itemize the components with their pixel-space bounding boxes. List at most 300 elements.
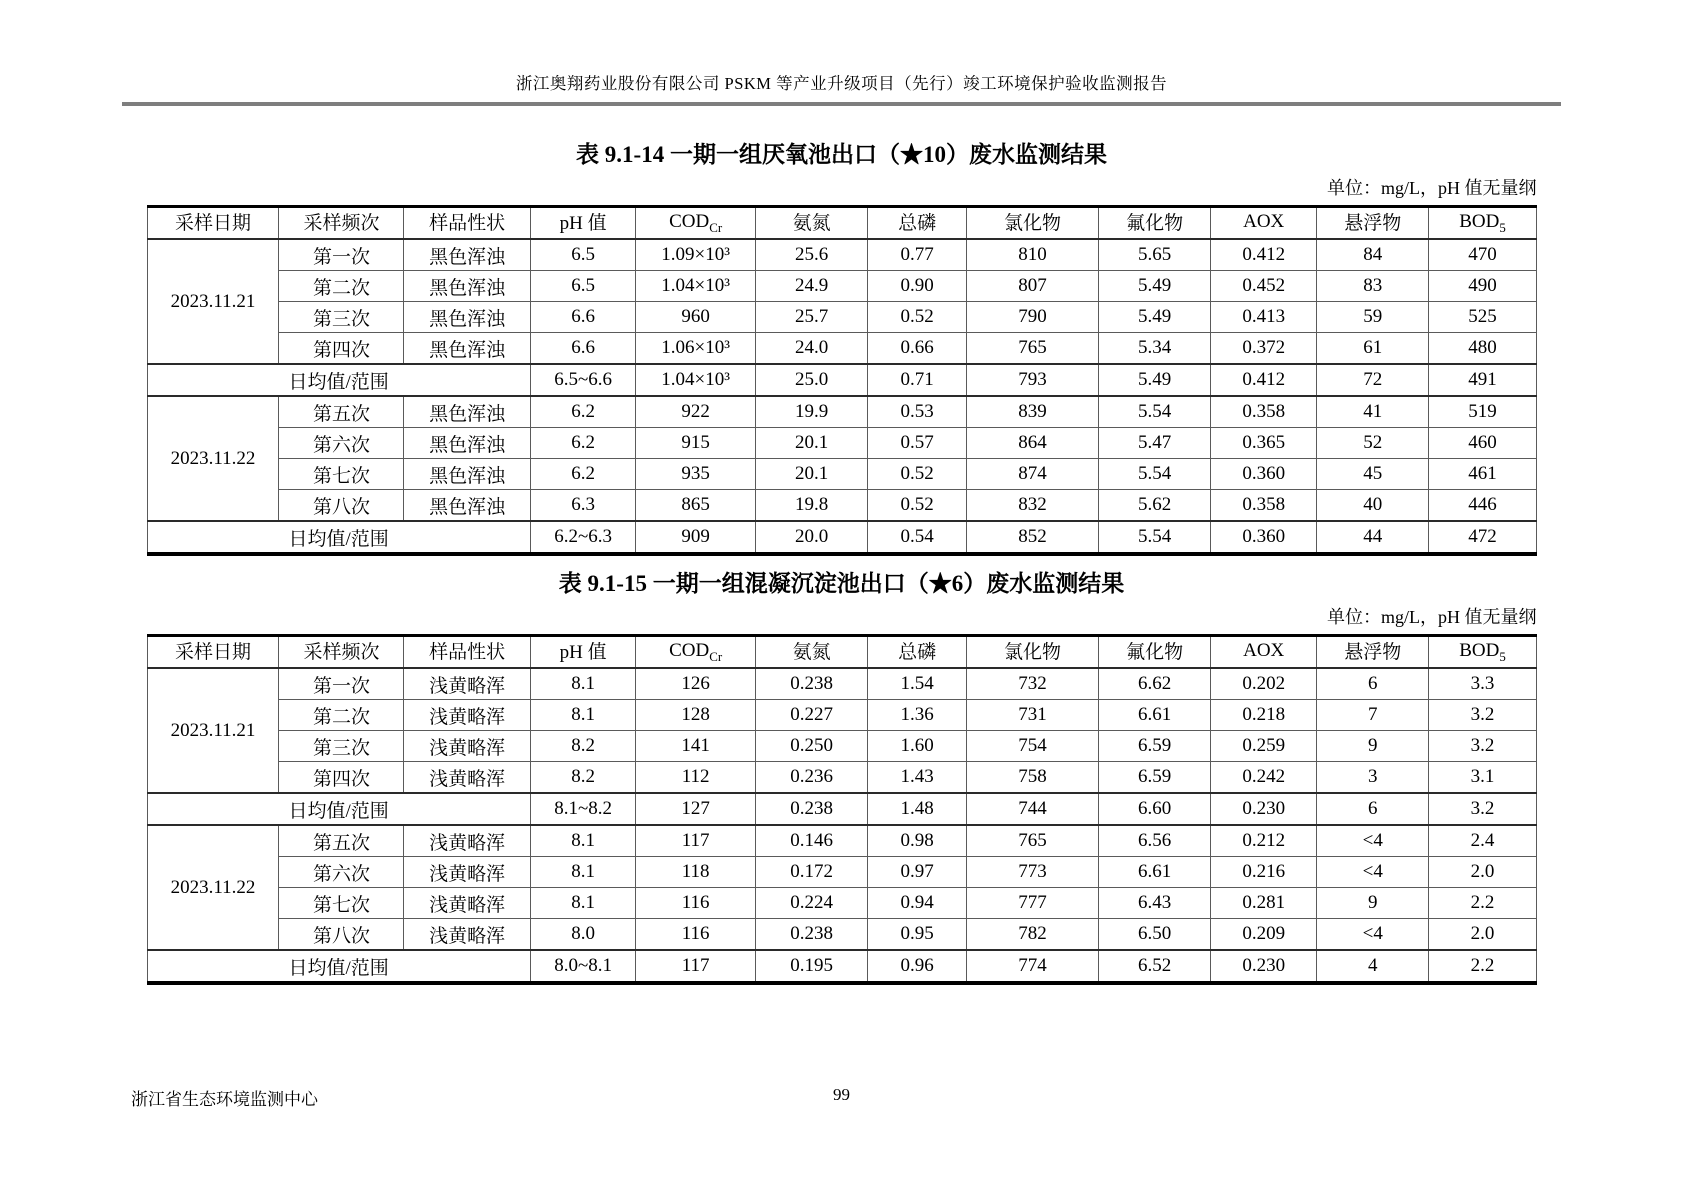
table-cell: 807 — [966, 271, 1098, 302]
table-cell: 黑色浑浊 — [404, 490, 530, 522]
table-cell: 5.54 — [1098, 459, 1211, 490]
table-cell: 810 — [966, 239, 1098, 271]
table-cell: 日均值/范围 — [147, 364, 530, 396]
table-cell: 1.36 — [868, 700, 967, 731]
table-cell: 第二次 — [279, 271, 404, 302]
table-cell: 24.9 — [755, 271, 868, 302]
column-header-cod — [636, 207, 755, 240]
table-cell: 0.146 — [755, 825, 868, 857]
table-cell: 59 — [1316, 302, 1429, 333]
table-cell: 519 — [1429, 396, 1536, 428]
table-cell: 20.0 — [755, 521, 868, 554]
table-cell: 0.52 — [868, 459, 967, 490]
table-cell: 8.1 — [530, 825, 636, 857]
table-cell: 2023.11.21 — [147, 239, 279, 364]
table-cell: 5.49 — [1098, 271, 1211, 302]
table-cell: 5.47 — [1098, 428, 1211, 459]
table-cell: 126 — [636, 668, 755, 700]
table-cell: 3.1 — [1429, 762, 1536, 794]
page-number: 99 — [833, 1085, 850, 1104]
sample-row — [147, 333, 1536, 365]
table-1-title: 表 9.1-14 一期一组厌氧池出口（★10）废水监测结果 — [576, 142, 1107, 167]
sample-row — [147, 700, 1536, 731]
table-cell: 0.71 — [868, 364, 967, 396]
table-cell: 浅黄略浑 — [404, 668, 530, 700]
table-cell: 6.52 — [1098, 950, 1211, 983]
table-cell: 第一次 — [279, 239, 404, 271]
header-row — [147, 207, 1536, 240]
table-cell: 6.2 — [530, 396, 636, 428]
table-cell: 0.52 — [868, 302, 967, 333]
table-cell: 0.238 — [755, 919, 868, 951]
table-cell: 8.2 — [530, 731, 636, 762]
table-cell: 460 — [1429, 428, 1536, 459]
footer-organization: 浙江省生态环境监测中心 — [131, 1090, 318, 1109]
table-cell: 日均值/范围 — [147, 793, 530, 825]
table-cell: 774 — [966, 950, 1098, 983]
table-cell: 777 — [966, 888, 1098, 919]
table-cell: 黑色浑浊 — [404, 459, 530, 490]
table-cell: 0.250 — [755, 731, 868, 762]
table-cell: 日均值/范围 — [147, 521, 530, 554]
column-header-sample-appearance — [404, 207, 530, 240]
table-cell: 6.3 — [530, 490, 636, 522]
table-cell: 9 — [1316, 731, 1429, 762]
table-cell: 4 — [1316, 950, 1429, 983]
table-cell: 915 — [636, 428, 755, 459]
table-cell: 0.96 — [868, 950, 967, 983]
table-cell: 754 — [966, 731, 1098, 762]
table-cell: <4 — [1316, 857, 1429, 888]
column-label: 氨氮 — [792, 213, 831, 235]
sample-row — [147, 302, 1536, 333]
column-label: 总磷 — [898, 642, 937, 664]
column-label: 悬浮物 — [1344, 213, 1402, 235]
column-label: COD — [669, 210, 710, 232]
table-cell: 472 — [1429, 521, 1536, 554]
table-cell: 773 — [966, 857, 1098, 888]
document-header — [122, 0, 1561, 106]
table-cell: 491 — [1429, 364, 1536, 396]
table-cell: 8.1 — [530, 857, 636, 888]
document-header-text: 浙江奥翔药业股份有限公司 PSKM 等产业升级项目（先行）竣工环境保护验收监测报告 — [515, 74, 1168, 93]
table-2-unit-note: 单位：mg/L，pH 值无量纲 — [1327, 607, 1537, 627]
column-label: 采样日期 — [174, 642, 251, 664]
column-label: 氟化物 — [1126, 642, 1184, 664]
table-cell: 黑色浑浊 — [404, 239, 530, 271]
table-cell: 0.412 — [1211, 364, 1317, 396]
table-cell: 116 — [636, 919, 755, 951]
table-cell: 7 — [1316, 700, 1429, 731]
table-cell: 19.8 — [755, 490, 868, 522]
table-cell: 8.0~8.1 — [530, 950, 636, 983]
table-cell: 1.43 — [868, 762, 967, 794]
column-header-sampling-date — [147, 636, 279, 669]
column-header-sampling-date — [147, 207, 279, 240]
table-cell: 3.3 — [1429, 668, 1536, 700]
table-cell: 第三次 — [279, 302, 404, 333]
table-cell: 2023.11.22 — [147, 825, 279, 950]
column-label: 氯化物 — [1003, 642, 1061, 664]
table-cell: 3.2 — [1429, 731, 1536, 762]
table-cell: 116 — [636, 888, 755, 919]
table-cell: 1.06×10³ — [636, 333, 755, 365]
column-header-total-phosphorus — [868, 636, 967, 669]
table-cell: 128 — [636, 700, 755, 731]
column-label: 氟化物 — [1126, 213, 1184, 235]
table-cell: 9 — [1316, 888, 1429, 919]
table-cell: 6.5 — [530, 271, 636, 302]
daily-average-row — [147, 364, 1536, 396]
header-row — [147, 636, 1536, 669]
table-cell: 6.62 — [1098, 668, 1211, 700]
table-cell: 第八次 — [279, 490, 404, 522]
table-cell: 1.09×10³ — [636, 239, 755, 271]
table-cell: 45 — [1316, 459, 1429, 490]
table-cell: 832 — [966, 490, 1098, 522]
table-cell: 0.95 — [868, 919, 967, 951]
table-cell: 874 — [966, 459, 1098, 490]
table-cell: 1.60 — [868, 731, 967, 762]
table-cell: 0.238 — [755, 793, 868, 825]
table-cell: 44 — [1316, 521, 1429, 554]
column-header-aox — [1211, 636, 1317, 669]
table-cell: 922 — [636, 396, 755, 428]
table-cell: 731 — [966, 700, 1098, 731]
column-subscript: 5 — [1499, 219, 1506, 235]
table-cell: 第六次 — [279, 428, 404, 459]
column-label: BOD — [1459, 210, 1500, 232]
table-cell: 日均值/范围 — [147, 950, 530, 983]
table-cell: 8.1 — [530, 888, 636, 919]
table-cell: 黑色浑浊 — [404, 396, 530, 428]
table-cell: 6.56 — [1098, 825, 1211, 857]
table-cell: 1.04×10³ — [636, 364, 755, 396]
table-cell: 浅黄略浑 — [404, 825, 530, 857]
column-subscript: Cr — [709, 648, 723, 664]
table-cell: 0.360 — [1211, 459, 1317, 490]
table-cell: 0.172 — [755, 857, 868, 888]
table-cell: 6.61 — [1098, 700, 1211, 731]
table-cell: 446 — [1429, 490, 1536, 522]
column-header-ammonia — [755, 207, 868, 240]
table-cell: 0.66 — [868, 333, 967, 365]
table-cell: 112 — [636, 762, 755, 794]
table-cell: 第八次 — [279, 919, 404, 951]
column-label: pH 值 — [559, 213, 607, 235]
table-cell: 3 — [1316, 762, 1429, 794]
sample-row — [147, 857, 1536, 888]
table-2-title: 表 9.1-15 一期一组混凝沉淀池出口（★6）废水监测结果 — [558, 571, 1125, 596]
table-cell: 744 — [966, 793, 1098, 825]
table-cell: 83 — [1316, 271, 1429, 302]
table-cell: 2.0 — [1429, 857, 1536, 888]
column-header-sample-appearance — [404, 636, 530, 669]
table-cell: 0.365 — [1211, 428, 1317, 459]
table-cell: 第一次 — [279, 668, 404, 700]
table-cell: 0.224 — [755, 888, 868, 919]
sample-row — [147, 731, 1536, 762]
table-cell: 0.57 — [868, 428, 967, 459]
sample-row — [147, 919, 1536, 951]
table-cell: 6.60 — [1098, 793, 1211, 825]
sample-row — [147, 668, 1536, 700]
table-cell: 118 — [636, 857, 755, 888]
table-cell: 732 — [966, 668, 1098, 700]
table-cell: 782 — [966, 919, 1098, 951]
table-cell: 0.238 — [755, 668, 868, 700]
column-subscript: Cr — [709, 219, 723, 235]
table-cell: 8.1 — [530, 668, 636, 700]
table-cell: 960 — [636, 302, 755, 333]
table-cell: 470 — [1429, 239, 1536, 271]
table-cell: 25.7 — [755, 302, 868, 333]
column-label: pH 值 — [559, 642, 607, 664]
table-cell: 909 — [636, 521, 755, 554]
table-cell: 40 — [1316, 490, 1429, 522]
table-cell: 0.360 — [1211, 521, 1317, 554]
column-label: 总磷 — [898, 213, 937, 235]
sample-row — [147, 428, 1536, 459]
table-cell: 6.5~6.6 — [530, 364, 636, 396]
table-cell: 8.0 — [530, 919, 636, 951]
column-subscript: 5 — [1499, 648, 1506, 664]
table-cell: 黑色浑浊 — [404, 302, 530, 333]
column-label: AOX — [1243, 639, 1285, 661]
daily-average-row — [147, 793, 1536, 825]
table-cell: 第四次 — [279, 762, 404, 794]
table-cell: 41 — [1316, 396, 1429, 428]
table-cell: 第七次 — [279, 888, 404, 919]
table-cell: 5.62 — [1098, 490, 1211, 522]
table-cell: <4 — [1316, 825, 1429, 857]
table-cell: 0.358 — [1211, 490, 1317, 522]
table-cell: 8.1 — [530, 700, 636, 731]
column-label: 样品性状 — [429, 642, 506, 664]
table-cell: 1.04×10³ — [636, 271, 755, 302]
table-cell: 0.413 — [1211, 302, 1317, 333]
table-cell: 第三次 — [279, 731, 404, 762]
table-cell: 3.2 — [1429, 793, 1536, 825]
column-header-total-phosphorus — [868, 207, 967, 240]
column-label: 样品性状 — [429, 213, 506, 235]
table-cell: 0.242 — [1211, 762, 1317, 794]
wastewater-table-coagulation-outlet — [147, 634, 1537, 985]
table-cell: 765 — [966, 825, 1098, 857]
table-cell: 1.54 — [868, 668, 967, 700]
table-cell: 765 — [966, 333, 1098, 365]
table-cell: 141 — [636, 731, 755, 762]
table-cell: 0.53 — [868, 396, 967, 428]
table-cell: 935 — [636, 459, 755, 490]
table-cell: 490 — [1429, 271, 1536, 302]
table-cell: 2023.11.21 — [147, 668, 279, 793]
table-cell: 0.202 — [1211, 668, 1317, 700]
sample-row — [147, 396, 1536, 428]
column-header-ph — [530, 636, 636, 669]
table-cell: 0.90 — [868, 271, 967, 302]
table-cell: 0.98 — [868, 825, 967, 857]
table-cell: 0.212 — [1211, 825, 1317, 857]
table-cell: 0.52 — [868, 490, 967, 522]
table-cell: 0.452 — [1211, 271, 1317, 302]
column-header-suspended-solids — [1316, 207, 1429, 240]
table-cell: 8.1~8.2 — [530, 793, 636, 825]
table-cell: 第二次 — [279, 700, 404, 731]
table-1-unit-note: 单位：mg/L，pH 值无量纲 — [1327, 178, 1537, 198]
table-cell: 黑色浑浊 — [404, 428, 530, 459]
sample-row — [147, 459, 1536, 490]
table-cell: 2.2 — [1429, 950, 1536, 983]
column-header-sampling-frequency — [279, 636, 404, 669]
table-cell: 5.49 — [1098, 302, 1211, 333]
table-cell: 6 — [1316, 668, 1429, 700]
table-cell: 黑色浑浊 — [404, 333, 530, 365]
table-cell: 19.9 — [755, 396, 868, 428]
table-cell: 0.358 — [1211, 396, 1317, 428]
table-cell: 第五次 — [279, 825, 404, 857]
table-cell: 0.218 — [1211, 700, 1317, 731]
sample-row — [147, 888, 1536, 919]
table-cell: 0.281 — [1211, 888, 1317, 919]
table-cell: 461 — [1429, 459, 1536, 490]
table-cell: 127 — [636, 793, 755, 825]
table-cell: 758 — [966, 762, 1098, 794]
column-header-chloride — [966, 636, 1098, 669]
column-header-ph — [530, 207, 636, 240]
table-cell: 5.54 — [1098, 521, 1211, 554]
table-cell: 浅黄略浑 — [404, 857, 530, 888]
column-header-bod — [1429, 636, 1536, 669]
table-cell: 5.65 — [1098, 239, 1211, 271]
table-cell: 0.209 — [1211, 919, 1317, 951]
table-cell: 0.230 — [1211, 793, 1317, 825]
column-label: 悬浮物 — [1344, 642, 1402, 664]
table-cell: 6.59 — [1098, 762, 1211, 794]
table-cell: 0.216 — [1211, 857, 1317, 888]
table-cell: 6.6 — [530, 333, 636, 365]
table-cell: 0.54 — [868, 521, 967, 554]
table-cell: 2.4 — [1429, 825, 1536, 857]
table-cell: 1.48 — [868, 793, 967, 825]
sample-row — [147, 271, 1536, 302]
table-cell: 6.50 — [1098, 919, 1211, 951]
table-cell: 839 — [966, 396, 1098, 428]
table-cell: 2023.11.22 — [147, 396, 279, 521]
table-cell: 6.5 — [530, 239, 636, 271]
table-cell: 117 — [636, 950, 755, 983]
table-cell: 20.1 — [755, 428, 868, 459]
table-cell: 8.2 — [530, 762, 636, 794]
column-header-aox — [1211, 207, 1317, 240]
sample-row — [147, 762, 1536, 794]
table-cell: 浅黄略浑 — [404, 700, 530, 731]
table-cell: 0.230 — [1211, 950, 1317, 983]
column-header-fluoride — [1098, 636, 1211, 669]
table-cell: 0.412 — [1211, 239, 1317, 271]
table-cell: 6.2 — [530, 428, 636, 459]
table-cell: 20.1 — [755, 459, 868, 490]
table-cell: 852 — [966, 521, 1098, 554]
table-cell: 5.54 — [1098, 396, 1211, 428]
table-cell: 6.2 — [530, 459, 636, 490]
table-cell: <4 — [1316, 919, 1429, 951]
table-cell: 3.2 — [1429, 700, 1536, 731]
column-label: 采样频次 — [303, 642, 380, 664]
table-cell: 第六次 — [279, 857, 404, 888]
table-cell: 黑色浑浊 — [404, 271, 530, 302]
table-section-1 — [131, 136, 1552, 556]
table-cell: 790 — [966, 302, 1098, 333]
table-cell: 25.0 — [755, 364, 868, 396]
table-cell: 61 — [1316, 333, 1429, 365]
table-cell: 浅黄略浑 — [404, 888, 530, 919]
table-cell: 480 — [1429, 333, 1536, 365]
column-header-sampling-frequency — [279, 207, 404, 240]
table-cell: 84 — [1316, 239, 1429, 271]
table-cell: 2.2 — [1429, 888, 1536, 919]
table-cell: 6 — [1316, 793, 1429, 825]
table-cell: 5.49 — [1098, 364, 1211, 396]
table-section-2 — [131, 565, 1552, 985]
table-cell: 865 — [636, 490, 755, 522]
column-label: 氯化物 — [1003, 213, 1061, 235]
column-label: 采样日期 — [174, 213, 251, 235]
daily-average-row — [147, 521, 1536, 554]
column-label: 氨氮 — [792, 642, 831, 664]
table-cell: 72 — [1316, 364, 1429, 396]
daily-average-row — [147, 950, 1536, 983]
table-cell: 0.236 — [755, 762, 868, 794]
table-cell: 25.6 — [755, 239, 868, 271]
table-cell: 117 — [636, 825, 755, 857]
table-cell: 浅黄略浑 — [404, 762, 530, 794]
table-cell: 浅黄略浑 — [404, 919, 530, 951]
table-cell: 0.259 — [1211, 731, 1317, 762]
table-cell: 0.97 — [868, 857, 967, 888]
page-footer — [131, 1085, 1552, 1110]
table-cell: 0.94 — [868, 888, 967, 919]
table-cell: 52 — [1316, 428, 1429, 459]
wastewater-table-anaerobic-outlet — [147, 205, 1537, 556]
sample-row — [147, 825, 1536, 857]
table-cell: 525 — [1429, 302, 1536, 333]
page-content — [131, 136, 1552, 985]
table-cell: 864 — [966, 428, 1098, 459]
column-label: COD — [669, 639, 710, 661]
column-header-bod — [1429, 207, 1536, 240]
column-label: BOD — [1459, 639, 1500, 661]
table-cell: 第五次 — [279, 396, 404, 428]
table-cell: 2.0 — [1429, 919, 1536, 951]
table-cell: 6.6 — [530, 302, 636, 333]
table-cell: 24.0 — [755, 333, 868, 365]
table-cell: 793 — [966, 364, 1098, 396]
table-cell: 0.372 — [1211, 333, 1317, 365]
column-header-cod — [636, 636, 755, 669]
table-cell: 0.77 — [868, 239, 967, 271]
column-label: AOX — [1243, 210, 1285, 232]
column-header-fluoride — [1098, 207, 1211, 240]
table-cell: 第七次 — [279, 459, 404, 490]
sample-row — [147, 490, 1536, 522]
table-cell: 6.43 — [1098, 888, 1211, 919]
table-cell: 5.34 — [1098, 333, 1211, 365]
sample-row — [147, 239, 1536, 271]
column-header-suspended-solids — [1316, 636, 1429, 669]
table-cell: 6.59 — [1098, 731, 1211, 762]
column-label: 采样频次 — [303, 213, 380, 235]
